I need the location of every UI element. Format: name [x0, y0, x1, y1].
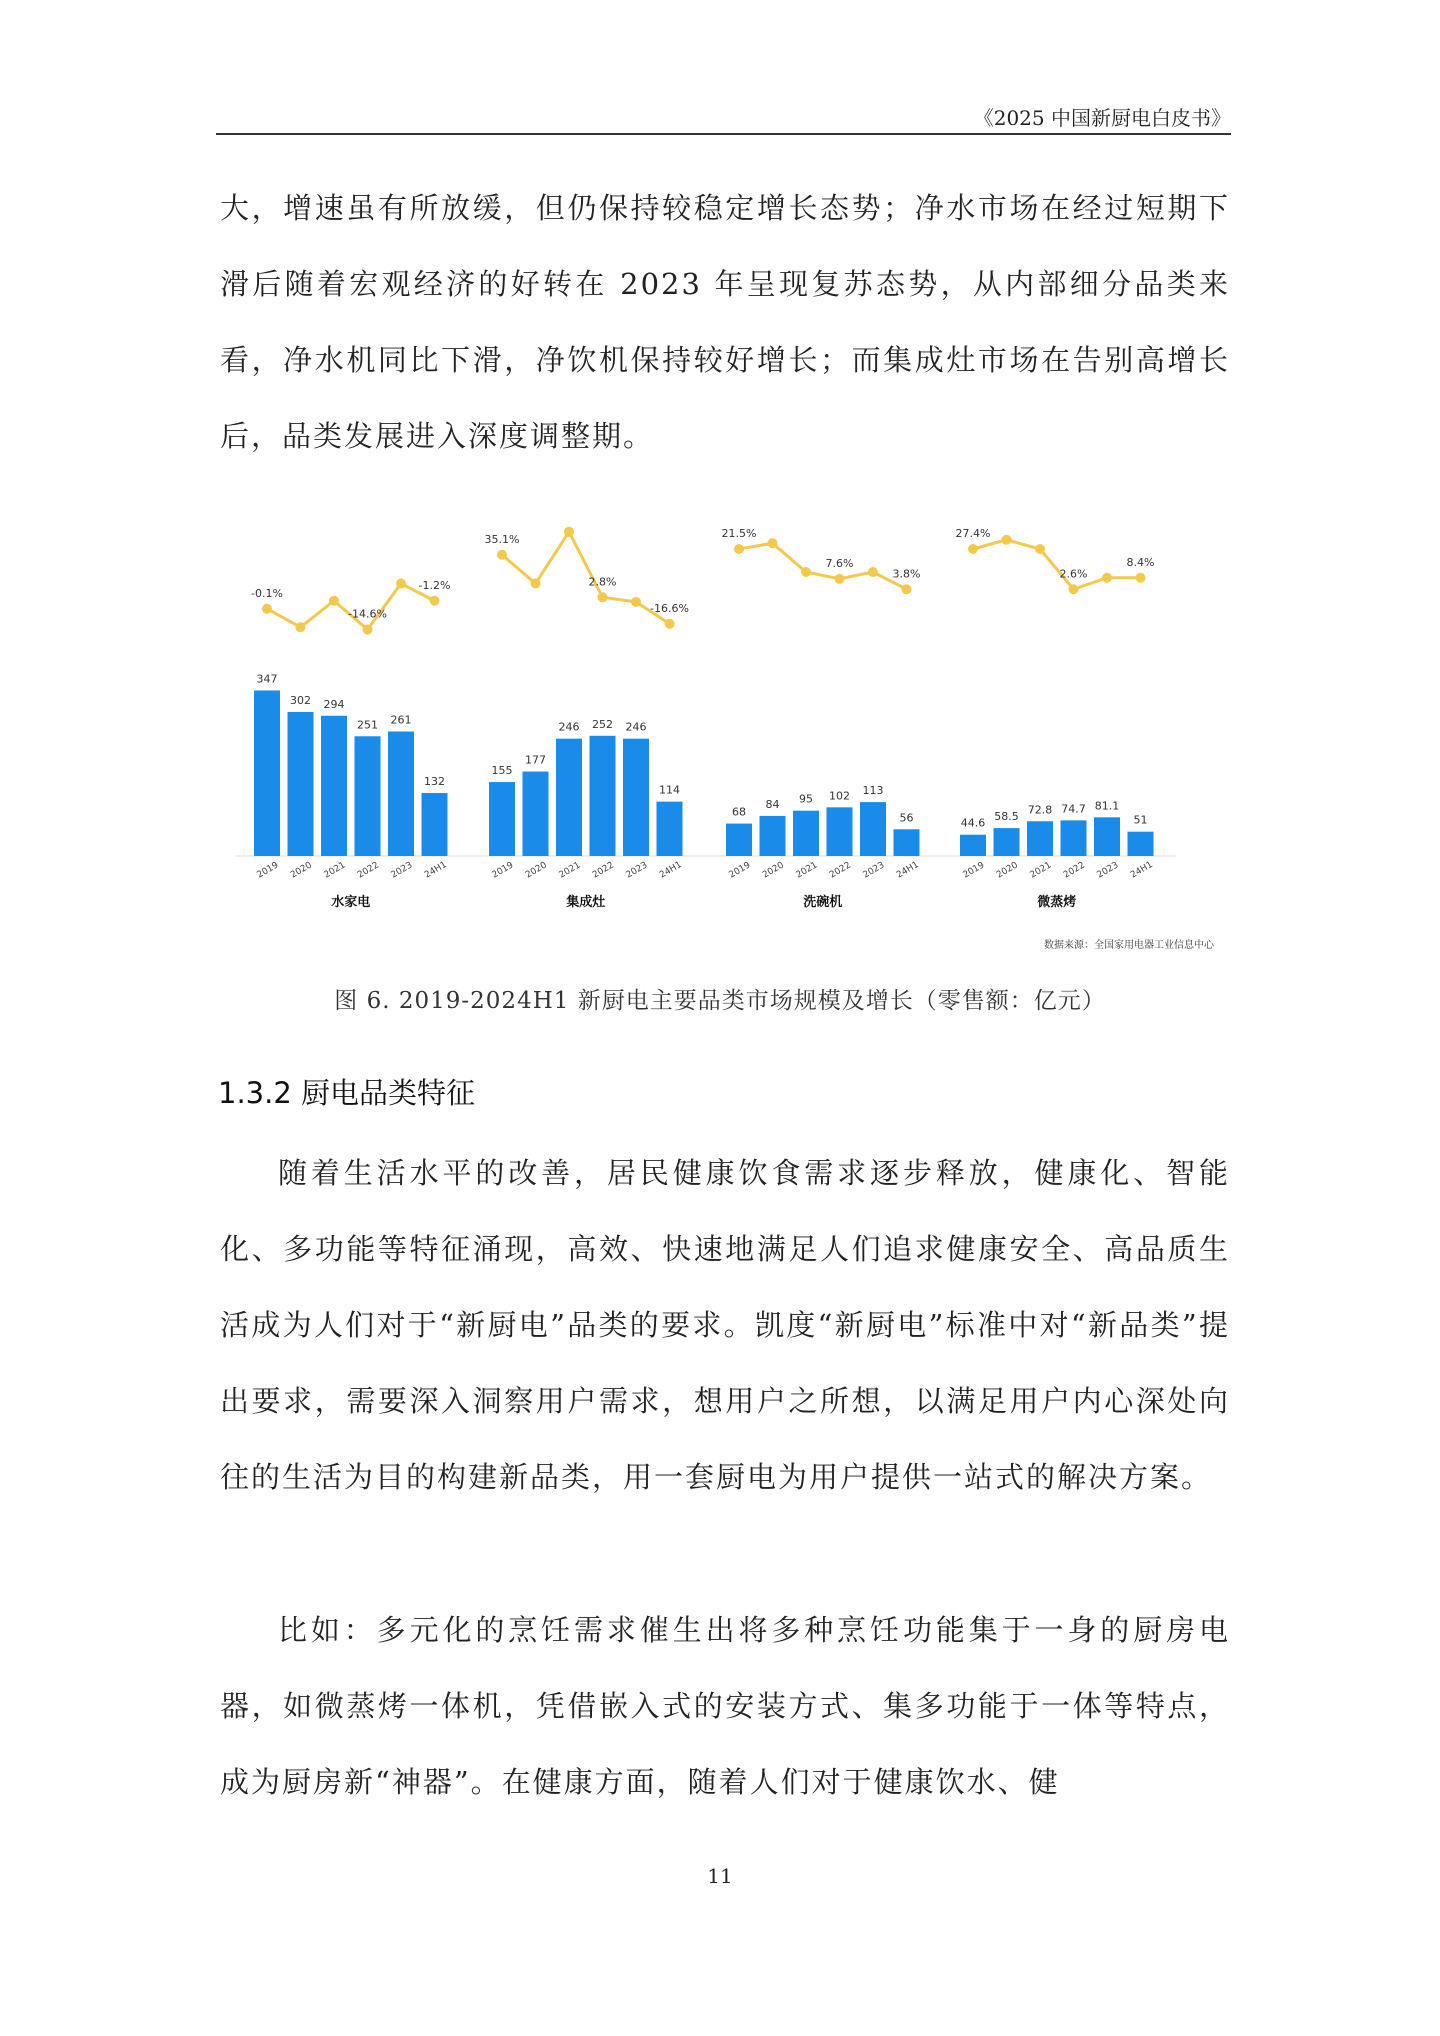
bar [860, 802, 886, 856]
bar-value-label: 251 [357, 718, 378, 732]
growth-point [1035, 544, 1045, 554]
x-tick-label: 24H1 [423, 859, 449, 881]
x-tick-label: 2022 [591, 860, 616, 881]
growth-rate-label: -0.1% [251, 586, 283, 600]
growth-rate-label: 8.4% [1126, 555, 1155, 569]
x-tick-label: 2023 [624, 860, 650, 881]
bar-value-label: 113 [862, 784, 884, 798]
x-tick-label: 2023 [861, 860, 887, 881]
bar-value-label: 252 [592, 717, 613, 731]
growth-rate-label: -14.6% [348, 607, 387, 621]
bar-value-label: 155 [491, 764, 513, 778]
bar-value-label: 177 [525, 753, 546, 767]
category-group-label: 集成灶 [566, 895, 606, 910]
bar [894, 829, 920, 856]
growth-line [267, 584, 435, 630]
growth-rate-label: 2.8% [588, 575, 617, 589]
bar-value-label: 74.7 [1061, 802, 1086, 816]
bar [1061, 820, 1087, 856]
bar [1027, 821, 1053, 856]
x-tick-label: 2019 [961, 860, 987, 881]
growth-rate-label: 3.8% [892, 567, 921, 581]
bar-value-label: 114 [659, 783, 680, 797]
x-tick-label: 24H1 [895, 859, 921, 881]
growth-point [262, 604, 272, 614]
growth-point [631, 597, 641, 607]
growth-rate-label: 7.6% [825, 556, 854, 570]
growth-point [1102, 573, 1112, 583]
growth-rate-label: 21.5% [721, 527, 757, 540]
growth-point [665, 619, 675, 629]
bar-value-label: 84 [765, 797, 780, 811]
bar [726, 824, 752, 856]
category-group-label: 洗碗机 [803, 895, 843, 910]
growth-point [296, 622, 306, 632]
bar [760, 816, 786, 856]
paragraph-category-features: 随着生活水平的改善，居民健康饮食需求逐步释放，健康化、智能化、多功能等特征涌现，高效、快速地满足人们追求健康安全、高品质生活成为人们对于“新厨电”品类的要求。凯度“新厨电”标准中对“新品类”提出要求，需要深入洞察用户需求，想用户之所想，以满足用户内心深处向往的生活为目的构建新品类，用一套厨电为用户提供一站式的解决方案。 [220, 1156, 1230, 1494]
category-group-label: 微蒸烤 [1037, 895, 1077, 910]
bar [355, 736, 381, 856]
x-tick-label: 2019 [255, 860, 281, 881]
bar [994, 828, 1020, 856]
growth-rate-label: 27.4% [955, 527, 991, 540]
bar-value-label: 81.1 [1094, 799, 1120, 813]
growth-point [430, 596, 440, 606]
x-tick-label: 2020 [995, 860, 1020, 881]
header-rule [216, 133, 1231, 135]
bar [422, 793, 448, 856]
x-tick-label: 24H1 [1129, 859, 1155, 881]
growth-point [968, 544, 978, 554]
x-tick-label: 2023 [1095, 860, 1121, 881]
x-tick-label: 2021 [1028, 860, 1054, 881]
bar-value-label: 95 [799, 792, 813, 806]
x-tick-label: 2023 [389, 860, 415, 881]
paragraph-continuation: 大，增速虽有所放缓，但仍保持较稳定增长态势；净水市场在经过短期下滑后随着宏观经济的好转在 2023 年呈现复苏态势，从内部细分品类来看，净水机同比下滑，净饮机保持较好增长；而集成灶市场在告别高增长后，品类发展进入深度调整期。 [220, 191, 1230, 453]
bar-value-label: 51 [1133, 813, 1148, 827]
bar-value-label: 302 [290, 693, 311, 707]
bar-value-label: 44.6 [960, 816, 986, 830]
bar-value-label: 68 [732, 805, 746, 819]
bar [1128, 832, 1154, 856]
x-tick-label: 2020 [761, 860, 786, 881]
bar [489, 782, 515, 856]
bar [657, 802, 683, 856]
bar [960, 835, 986, 856]
growth-line [739, 543, 907, 589]
growth-point [329, 596, 339, 606]
growth-point [1136, 573, 1146, 583]
bar [321, 716, 347, 856]
growth-point [1002, 535, 1012, 545]
bar [523, 772, 549, 856]
growth-point [768, 538, 778, 548]
x-tick-label: 24H1 [658, 859, 684, 881]
growth-rate-label: -1.2% [418, 578, 451, 592]
growth-point [835, 574, 845, 584]
bar-value-label: 72.8 [1027, 803, 1053, 817]
bar-value-label: 246 [625, 720, 647, 734]
page-number: 11 [707, 1864, 733, 1888]
bar-value-label: 56 [899, 811, 914, 825]
x-tick-label: 2021 [322, 860, 348, 881]
growth-point [531, 579, 541, 589]
growth-point [598, 592, 608, 602]
growth-point [801, 567, 811, 577]
x-tick-label: 2022 [356, 860, 381, 881]
bar [827, 807, 853, 856]
bar-value-label: 102 [829, 789, 850, 803]
figure-caption: 图 6. 2019-2024H1 新厨电主要品类市场规模及增长（零售额：亿元） [334, 988, 1106, 1014]
bar [388, 732, 414, 856]
bar [623, 739, 649, 856]
growth-point [564, 527, 574, 537]
growth-point [363, 625, 373, 635]
bar-value-label: 132 [424, 775, 445, 789]
x-tick-label: 2022 [828, 860, 853, 881]
x-tick-label: 2022 [1062, 860, 1087, 881]
bar [793, 811, 819, 856]
bar [556, 739, 582, 856]
bar-value-label: 347 [256, 672, 278, 686]
growth-line [973, 540, 1141, 589]
x-tick-label: 2020 [289, 860, 314, 881]
growth-line [502, 532, 670, 624]
bar [288, 712, 314, 856]
bar [254, 690, 280, 856]
x-tick-label: 2021 [794, 860, 820, 881]
growth-point [396, 579, 406, 589]
bar-value-label: 294 [323, 697, 345, 711]
growth-point [868, 567, 878, 577]
growth-rate-label: -16.6% [650, 601, 689, 615]
growth-point [497, 550, 507, 560]
bar-value-label: 246 [558, 720, 580, 734]
bar [1094, 817, 1120, 856]
market-size-chart [236, 506, 1216, 966]
header-title: 《2025 中国新厨电白皮书》 [973, 106, 1231, 130]
growth-point [734, 544, 744, 554]
x-tick-label: 2020 [524, 860, 549, 881]
growth-point [1069, 584, 1079, 594]
section-heading: 1.3.2 厨电品类特征 [218, 1076, 476, 1110]
x-tick-label: 2019 [490, 860, 516, 881]
data-source-note: 数据来源：全国家用电器工业信息中心 [1044, 940, 1214, 951]
x-tick-label: 2019 [727, 860, 753, 881]
paragraph-example: 比如：多元化的烹饪需求催生出将多种烹饪功能集于一身的厨房电器，如微蒸烤一体机，凭借嵌入式的安装方式、集多功能于一体等特点，成为厨房新“神器”。在健康方面，随着人们对于健康饮水、健 [220, 1613, 1230, 1799]
bar-value-label: 261 [390, 713, 412, 727]
growth-rate-label: 2.6% [1059, 567, 1088, 581]
bar [590, 736, 616, 856]
category-group-label: 水家电 [331, 895, 371, 910]
growth-point [902, 584, 912, 594]
bar-value-label: 58.5 [994, 810, 1019, 824]
x-tick-label: 2021 [557, 860, 583, 881]
growth-rate-label: 35.1% [484, 532, 520, 546]
